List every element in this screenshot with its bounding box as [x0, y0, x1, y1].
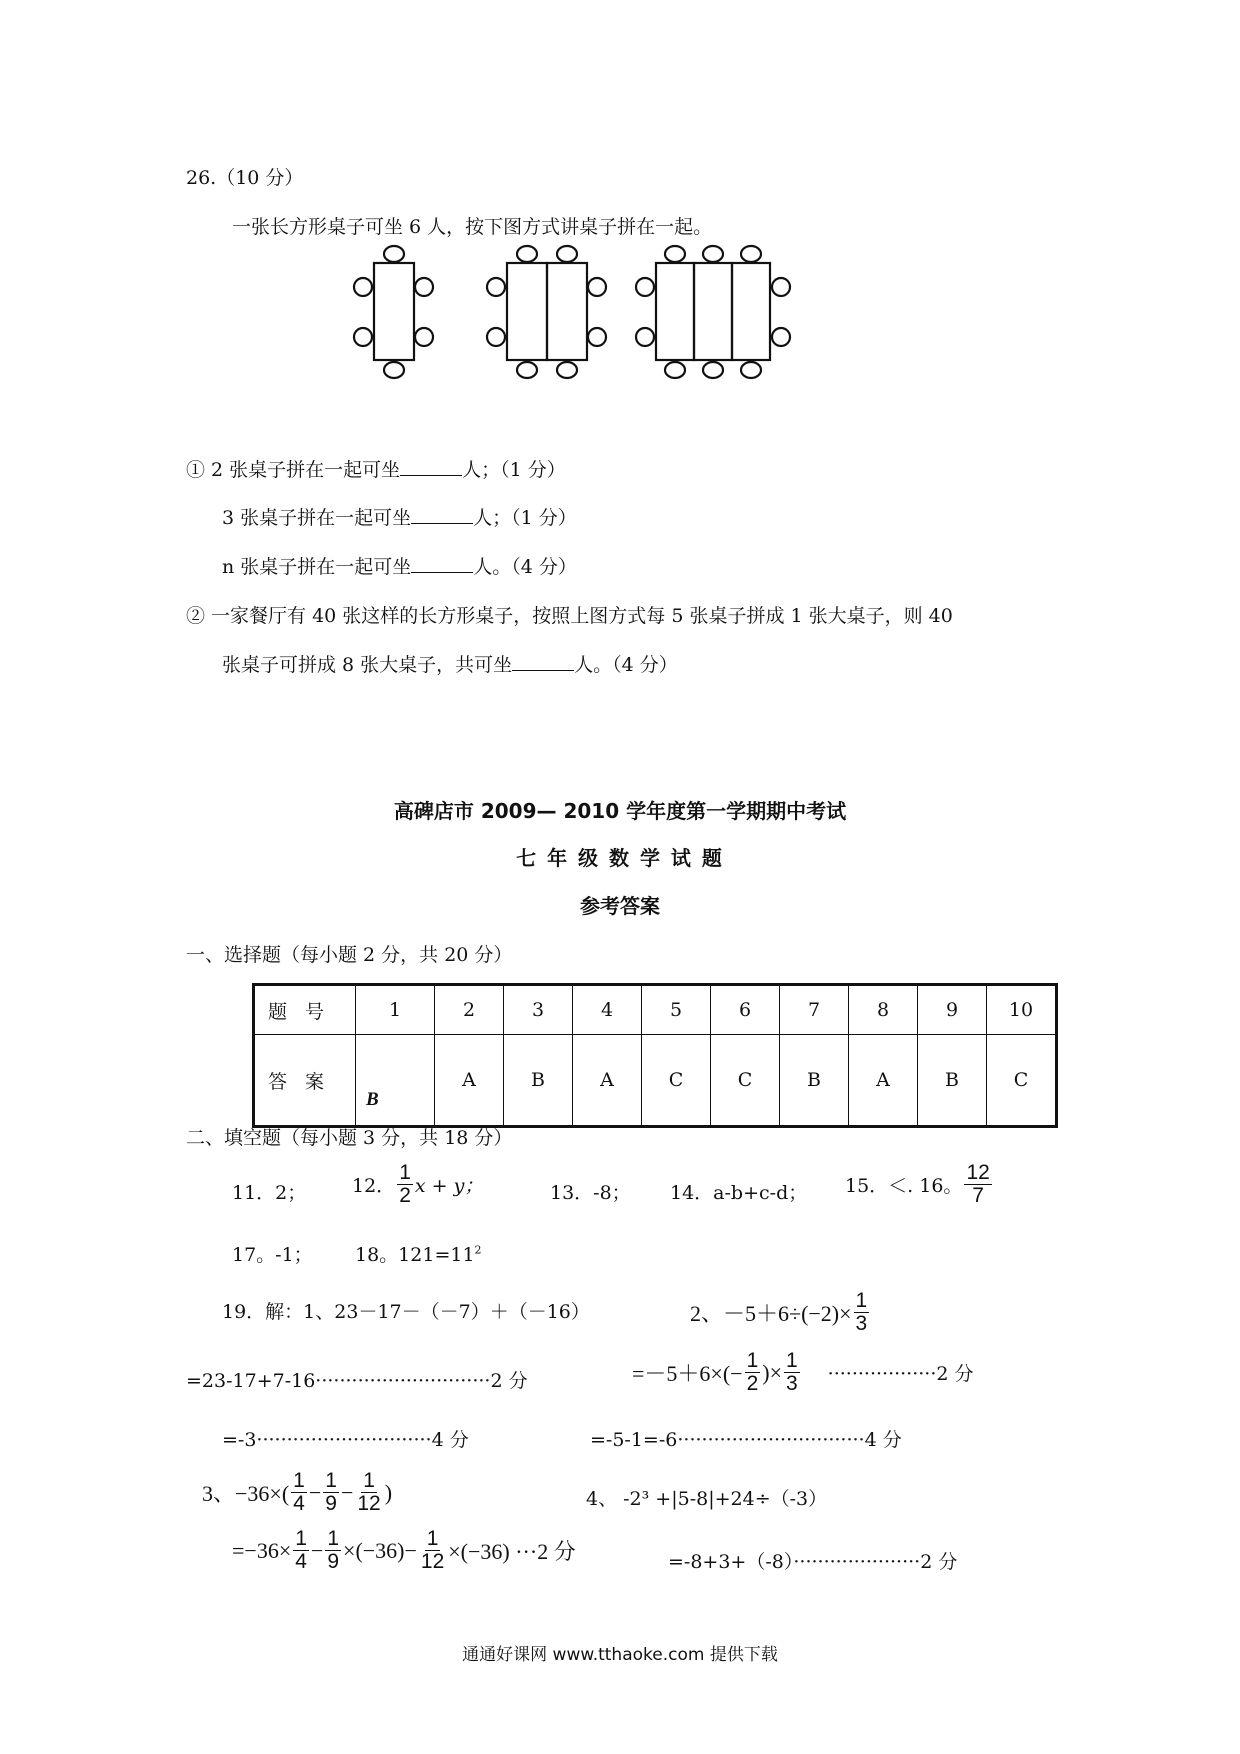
answer-14: 14．a-b+c-d； — [670, 1182, 808, 1204]
two-tables-figure — [487, 246, 606, 378]
fraction: $\frac{1}{3}$ — [855, 1289, 868, 1336]
q19-line4-left: 3、−36×( $\frac{1}{4}$ − $\frac{1}{9}$ − $\frac{1}{12}$ ) — [202, 1469, 393, 1516]
answer-blank — [512, 652, 574, 671]
q19-line5-right: =-8+3+（-8）·····················2 分 — [668, 1551, 958, 1573]
tables-diagram — [350, 240, 800, 390]
question-26-intro: 一张长方形桌子可坐 6 人，按下图方式讲桌子拼在一起。 — [232, 216, 713, 238]
table-cell: B — [504, 1035, 573, 1127]
table-cell: A — [849, 1035, 918, 1127]
fraction: $\frac{1}{4}$ — [293, 1469, 305, 1516]
q26-part-1c-suffix: 人。（4 分） — [473, 556, 577, 578]
table-cell: 10 — [987, 985, 1057, 1035]
q26-part-1a — [186, 455, 566, 482]
table-row — [254, 985, 1057, 1035]
q19-expand-tail: ×(−36) ···2 分 — [448, 1539, 576, 1565]
table-cell: A — [573, 1035, 642, 1127]
table-header-label: 题号 — [254, 985, 356, 1035]
q19-line1-left: 19．解：1、23－17－（－7）＋（－16） — [222, 1301, 590, 1323]
fraction: $\frac{1}{3}$ — [785, 1349, 798, 1396]
table-answer-label: 答案 — [254, 1035, 356, 1127]
table-cell: 3 — [504, 985, 573, 1035]
one-table-figure — [354, 246, 433, 378]
table-cell: C — [642, 1035, 711, 1127]
q19-expr-3: 3、−36×( — [202, 1481, 290, 1507]
table-cell: 4 — [573, 985, 642, 1035]
answer-key-title: 高碑店市 2009— 2010 学年度第一学期期中考试 — [393, 799, 847, 823]
answer-18: 18。$121=11^2$ — [355, 1243, 482, 1266]
table-row — [254, 1035, 1057, 1127]
q19-line1-right — [690, 1290, 871, 1335]
section-fill-heading: 二、填空题（每小题 3 分，共 18 分） — [186, 1127, 513, 1149]
table-cell: B — [918, 1035, 987, 1127]
choice-answer-table — [252, 983, 1058, 1128]
q19-step-a: =－5＋6×(− — [632, 1361, 743, 1387]
table-cell — [356, 1035, 435, 1127]
fraction: $\frac{1}{9}$ — [327, 1527, 340, 1574]
table-cell: 2 — [435, 985, 504, 1035]
table-cell: 7 — [780, 985, 849, 1035]
fraction — [964, 1162, 991, 1207]
q19-expr-2: 2、－5＋6÷(−2)× — [690, 1301, 852, 1327]
fraction: $\frac{1}{12}$ — [420, 1527, 445, 1574]
answer-12-label: 12． — [352, 1175, 396, 1198]
q26-part-1c-prefix: n 张桌子拼在一起可坐 — [222, 556, 412, 578]
answer-blank — [411, 554, 473, 573]
q19-line5-left: =−36× $\frac{1}{4}$ − $\frac{1}{9}$ ×(−36)− $\frac{1}{12}$ ×(−36) ···2 分 — [232, 1527, 576, 1574]
answer-15-text: 15．＜. 16。 — [845, 1175, 963, 1198]
fraction: $\frac{1}{12}$ — [357, 1469, 381, 1516]
answer-12 — [352, 1162, 483, 1207]
table-cell: 9 — [918, 985, 987, 1035]
answer-blank — [411, 505, 473, 524]
q19-line3-left: =-3·····························4 分 — [222, 1429, 469, 1451]
table-cell: B — [780, 1035, 849, 1127]
answer-11: 11．2； — [232, 1182, 307, 1204]
answer-13: 13．-8； — [550, 1182, 631, 1204]
table-cell: C — [711, 1035, 780, 1127]
q26-part-2b-suffix: 人。（4 分） — [574, 654, 678, 676]
answer-value: B — [366, 1089, 379, 1110]
q26-part-1b — [222, 503, 577, 530]
q19-line3-right: =-5-1=-6·······························4 分 — [590, 1429, 902, 1451]
table-cell: A — [435, 1035, 504, 1127]
q26-part-1a-prefix: ① 2 张桌子拼在一起可坐 — [186, 459, 401, 481]
table-cell: 1 — [356, 985, 435, 1035]
q26-part-1a-suffix: 人；（1 分） — [462, 459, 566, 481]
fraction: $\frac{1}{9}$ — [325, 1469, 337, 1516]
fraction: $\frac{1}{4}$ — [295, 1527, 307, 1574]
answer-key-subtitle2: 参考答案 — [580, 894, 660, 918]
table-cell: 8 — [849, 985, 918, 1035]
answer-18-text: 18。121=11 — [355, 1244, 475, 1266]
three-tables-figure — [636, 246, 790, 378]
footer-text: 通通好课网 www.tthaoke.com 提供下载 — [462, 1645, 778, 1665]
q26-part-2b-prefix: 张桌子可拼成 8 张大桌子，共可坐 — [222, 654, 513, 676]
q26-part-1c — [222, 552, 577, 579]
answer-12-expr: x + y； — [414, 1175, 484, 1198]
q19-expand: =−36× — [232, 1537, 292, 1563]
q26-part-1b-suffix: 人；（1 分） — [473, 507, 577, 529]
answer-key-subtitle: 七 年 级 数 学 试 题 — [516, 846, 724, 870]
q26-part-2a: ② 一家餐厅有 40 张这样的长方形桌子，按照上图方式每 5 张桌子拼成 1 张大桌子，则 40 — [186, 605, 953, 627]
fraction: $\frac{1}{2}$ — [746, 1349, 759, 1396]
q19-line2-left: =23-17+7-16·····························2 分 — [186, 1370, 528, 1392]
q19-step-score: ··················2 分 — [827, 1363, 974, 1386]
q19-step-b: )× — [762, 1359, 782, 1385]
table-cell: 5 — [642, 985, 711, 1035]
q19-line4-right: 4、 -2³ +|5-8|+24÷（-3） — [586, 1488, 828, 1510]
question-26-heading: 26.（10 分） — [186, 167, 304, 189]
table-cell: 6 — [711, 985, 780, 1035]
fraction: $\frac{1}{2}$ — [399, 1161, 411, 1208]
answer-blank — [400, 457, 462, 476]
answer-17: 17。-1； — [232, 1244, 313, 1266]
q26-part-2b — [222, 650, 678, 677]
q19-line2-right — [632, 1350, 974, 1395]
section-choice-heading: 一、选择题（每小题 2 分，共 20 分） — [186, 944, 513, 966]
q26-part-1b-prefix: 3 张桌子拼在一起可坐 — [222, 507, 412, 529]
table-cell: C — [987, 1035, 1057, 1127]
fraction-numerator: 12 — [966, 1161, 990, 1184]
fraction-denominator: 7 — [972, 1184, 984, 1208]
answer-15-16 — [845, 1162, 994, 1207]
